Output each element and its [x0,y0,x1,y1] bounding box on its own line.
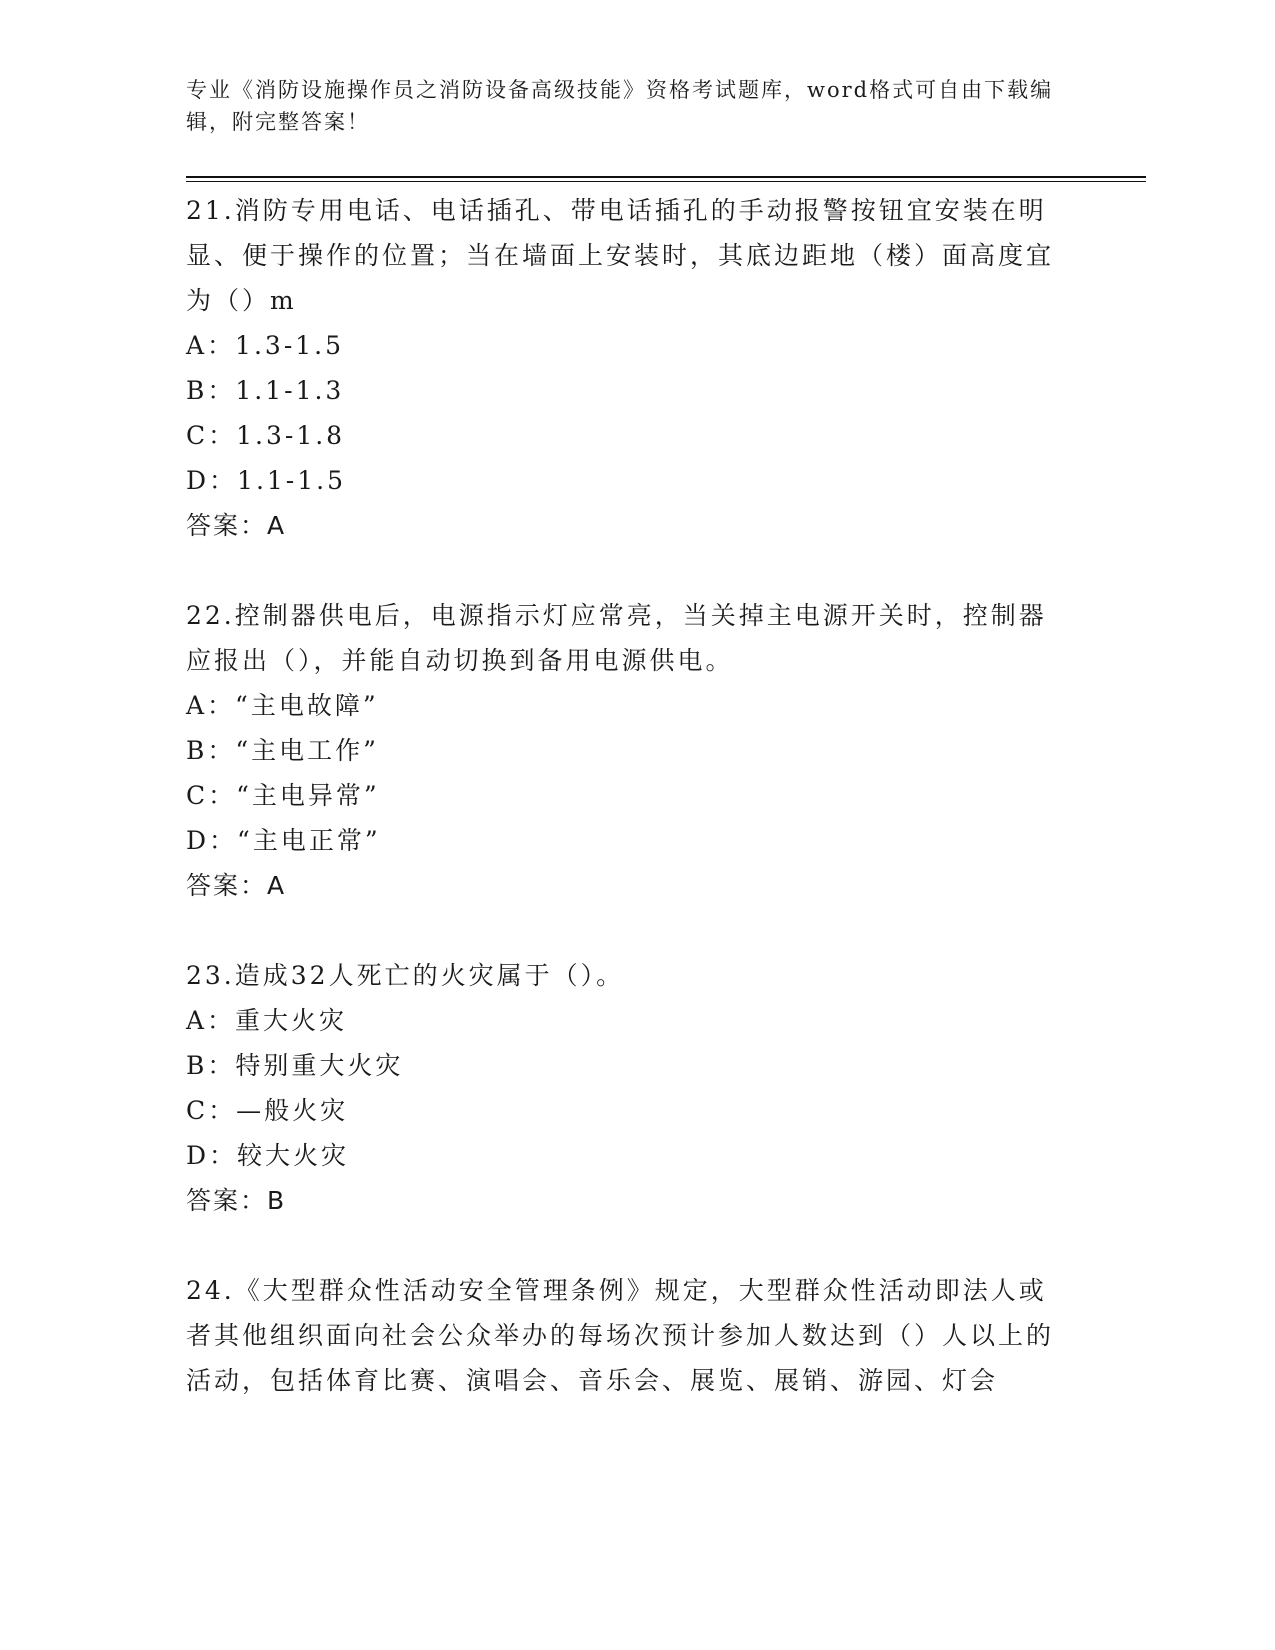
question-spacer [186,548,1066,593]
option-d: D：1.1-1.5 [186,466,347,495]
answer-line: 答案：A [186,871,287,900]
option-c: C：1.3-1.8 [186,421,346,450]
header-divider-thin [186,181,1146,182]
document-header: 专业《消防设施操作员之消防设备高级技能》资格考试题库，word格式可自由下载编辑，附完整答案！ [186,78,1054,134]
option-c: C：—般火灾 [186,1096,349,1125]
question-spacer [186,908,1066,953]
question-text: 24.《大型群众性活动安全管理条例》规定，大型群众性活动即法人或者其他组织面向社会公众举办的每场次预计参加人数达到（）人以上的活动，包括体育比赛、演唱会、音乐会、展览、展销、游园、灯会 [186,1276,1055,1395]
option-b: B：“主电工作” [186,736,379,765]
question-23 [186,953,1066,1223]
header-divider-thick [186,176,1146,178]
option-c: C：“主电异常” [186,781,380,810]
question-text: 22.控制器供电后，电源指示灯应常亮，当关掉主电源开关时，控制器应报出（），并能自动切换到备用电源供电。 [186,601,1047,675]
answer-line: 答案：A [186,511,287,540]
question-text: 21.消防专用电话、电话插孔、带电话插孔的手动报警按钮宜安装在明显、便于操作的位置；当在墙面上安装时，其底边距地（楼）面高度宜为（）m [186,196,1055,315]
question-spacer [186,1223,1066,1268]
option-a: A：“主电故障” [186,691,379,720]
option-a: A：重大火灾 [186,1006,348,1035]
option-a: A：1.3-1.5 [186,331,345,360]
question-24 [186,1268,1066,1403]
answer-line: 答案：B [186,1186,287,1215]
question-text: 23.造成32人死亡的火灾属于（）。 [186,961,625,990]
option-d: D：“主电正常” [186,826,381,855]
question-21 [186,188,1066,548]
question-22 [186,593,1066,908]
option-b: B：1.1-1.3 [186,376,345,405]
question-list [186,188,1066,1403]
option-b: B：特别重大火灾 [186,1051,404,1080]
option-d: D：较大火灾 [186,1141,350,1170]
